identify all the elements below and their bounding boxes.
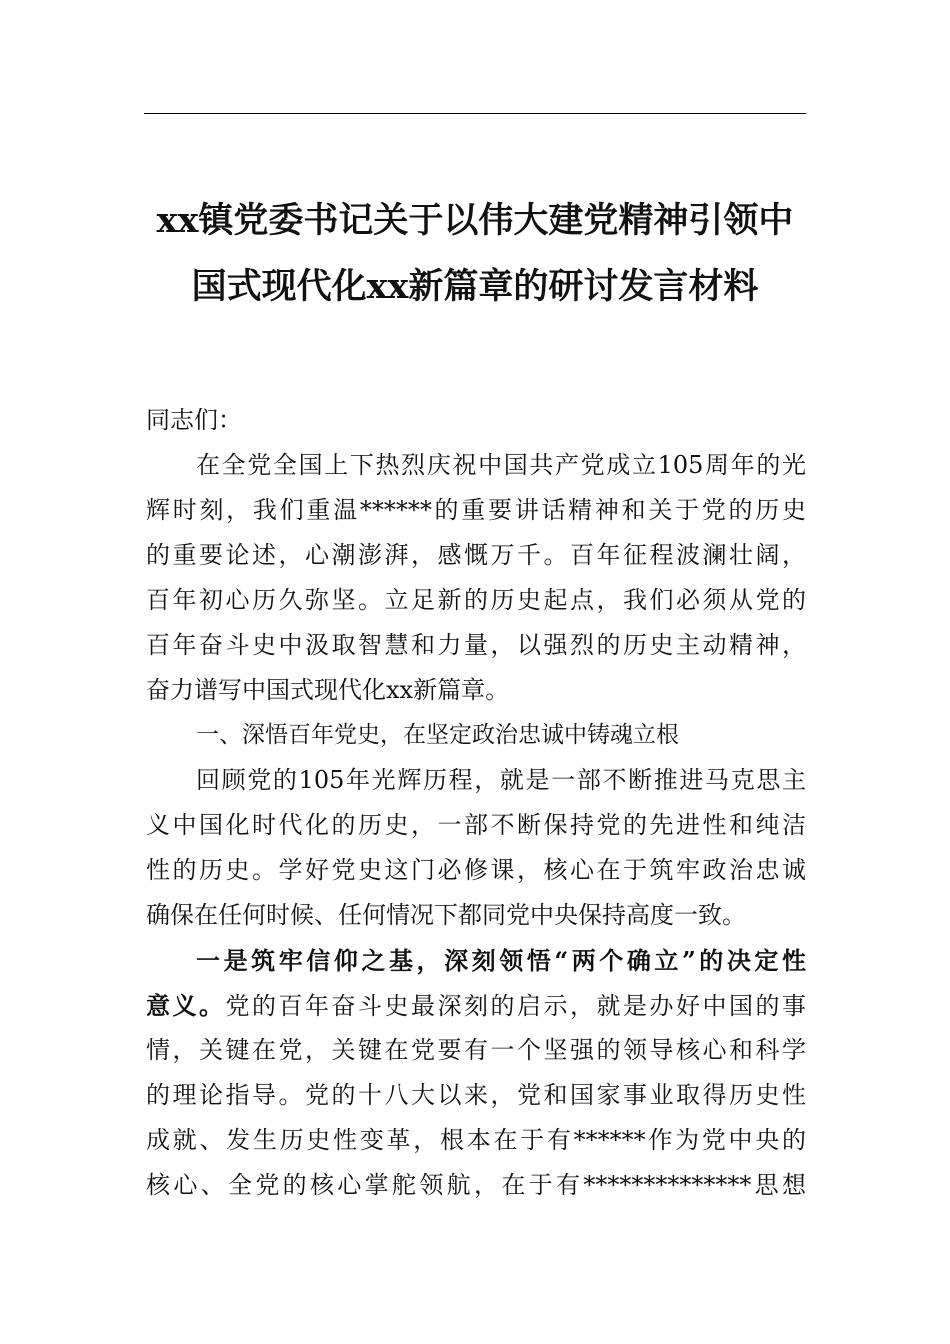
intro-line-4: 百年初心历久弥坚。立足新的历史起点，我们必须从党的 [146, 586, 806, 614]
header-rule [144, 113, 806, 114]
point1-line-2-text: 党的百年奋斗史最深刻的启示，就是办好中国的事 [225, 992, 806, 1020]
point1-line-2 [146, 983, 806, 1028]
document-title [144, 188, 806, 320]
salutation: 同志们： [146, 406, 242, 434]
intro-line-2: 辉时刻，我们重温******的重要讲话精神和关于党的历史 [146, 496, 806, 524]
section1-line-2: 义中国化时代化的历史，一部不断保持党的先进性和纯洁 [146, 811, 806, 839]
intro-line-1: 在全党全国上下热烈庆祝中国共产党成立105周年的光 [196, 451, 806, 479]
point1-line-4: 的理论指导。党的十八大以来，党和国家事业取得历史性 [146, 1081, 806, 1109]
point1-line-3: 情，关键在党，关键在党要有一个坚强的领导核心和科学 [146, 1036, 806, 1064]
intro-line-6: 奋力谱写中国式现代化xx新篇章。 [146, 676, 510, 704]
intro-line-3: 的重要论述，心潮澎湃，感慨万千。百年征程波澜壮阔， [146, 541, 806, 569]
section-heading-1: 一、深悟百年党史，在坚定政治忠诚中铸魂立根 [196, 722, 679, 748]
point1-heading-end: 意义。 [146, 991, 226, 1020]
section1-line-3: 性的历史。学好党史这门必修课，核心在于筑牢政治忠诚 [146, 856, 806, 884]
section1-line-1: 回顾党的105年光辉历程，就是一部不断推进马克思主 [196, 766, 806, 794]
title-line-1: xx镇党委书记关于以伟大建党精神引领中 [156, 200, 794, 241]
title-line-2: 国式现代化xx新篇章的研讨发言材料 [191, 266, 759, 307]
intro-line-5: 百年奋斗史中汲取智慧和力量，以强烈的历史主动精神， [146, 631, 806, 659]
point1-heading-line-1: 一是筑牢信仰之基，深刻领悟“两个确立”的决定性 [196, 946, 806, 975]
point1-line-5: 成就、发生历史性变革，根本在于有******作为党中央的 [146, 1126, 806, 1154]
section1-line-4: 确保在任何时候、任何情况下都同党中央保持高度一致。 [146, 901, 746, 929]
point1-line-6: 核心、全党的核心掌舵领航，在于有**************思想 [146, 1171, 806, 1199]
document-body [146, 398, 806, 1208]
